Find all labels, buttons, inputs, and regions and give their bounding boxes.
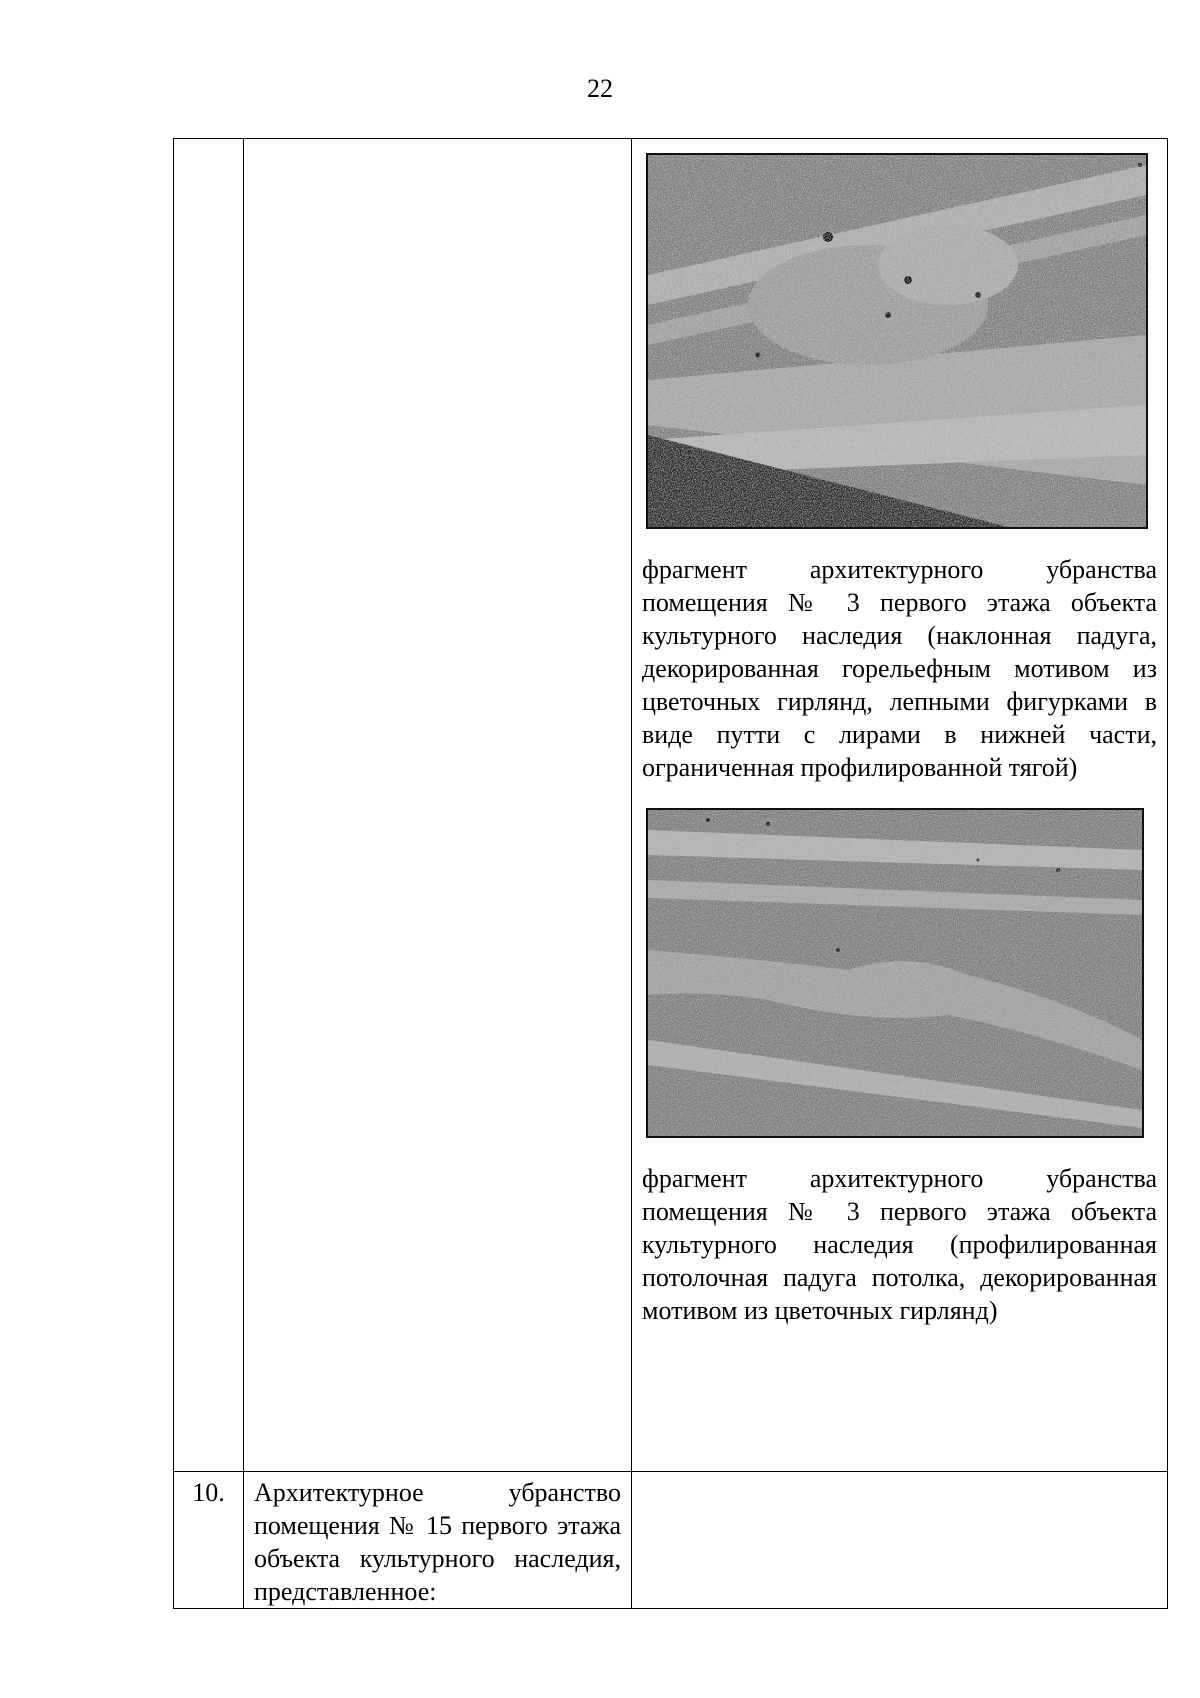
row-number-cell bbox=[174, 139, 244, 1472]
heritage-table bbox=[173, 138, 1168, 1609]
ceiling-cove-photo bbox=[646, 808, 1144, 1138]
row-description-cell: Архитектурное убранство помещения № 15 первого этажа объекта культурного наследия, представленное: bbox=[244, 1472, 632, 1609]
photo-caption: фрагмент архитектурного убранства помещения № 3 первого этажа объекта культурного наследия (наклонная падуга, декорированная горельефным мотивом из цветочных гирлянд, лепными фигурками в виде путти с лирами в нижней части, ограниченная профилированной тягой) bbox=[642, 555, 1157, 782]
table-row bbox=[174, 139, 1168, 1472]
row-description-cell bbox=[244, 139, 632, 1472]
stucco-decor-photo bbox=[646, 153, 1148, 529]
row-photo-cell bbox=[632, 1472, 1168, 1609]
page-number: 22 bbox=[587, 74, 613, 103]
table-row bbox=[174, 1472, 1168, 1609]
photo-caption: фрагмент архитектурного убранства помещения № 3 первого этажа объекта культурного наследия (профилированная потолочная падуга потолка, декорированная мотивом из цветочных гирлянд) bbox=[642, 1164, 1157, 1325]
row-number-cell: 10. bbox=[174, 1472, 244, 1609]
row-photo-cell bbox=[632, 139, 1168, 1472]
